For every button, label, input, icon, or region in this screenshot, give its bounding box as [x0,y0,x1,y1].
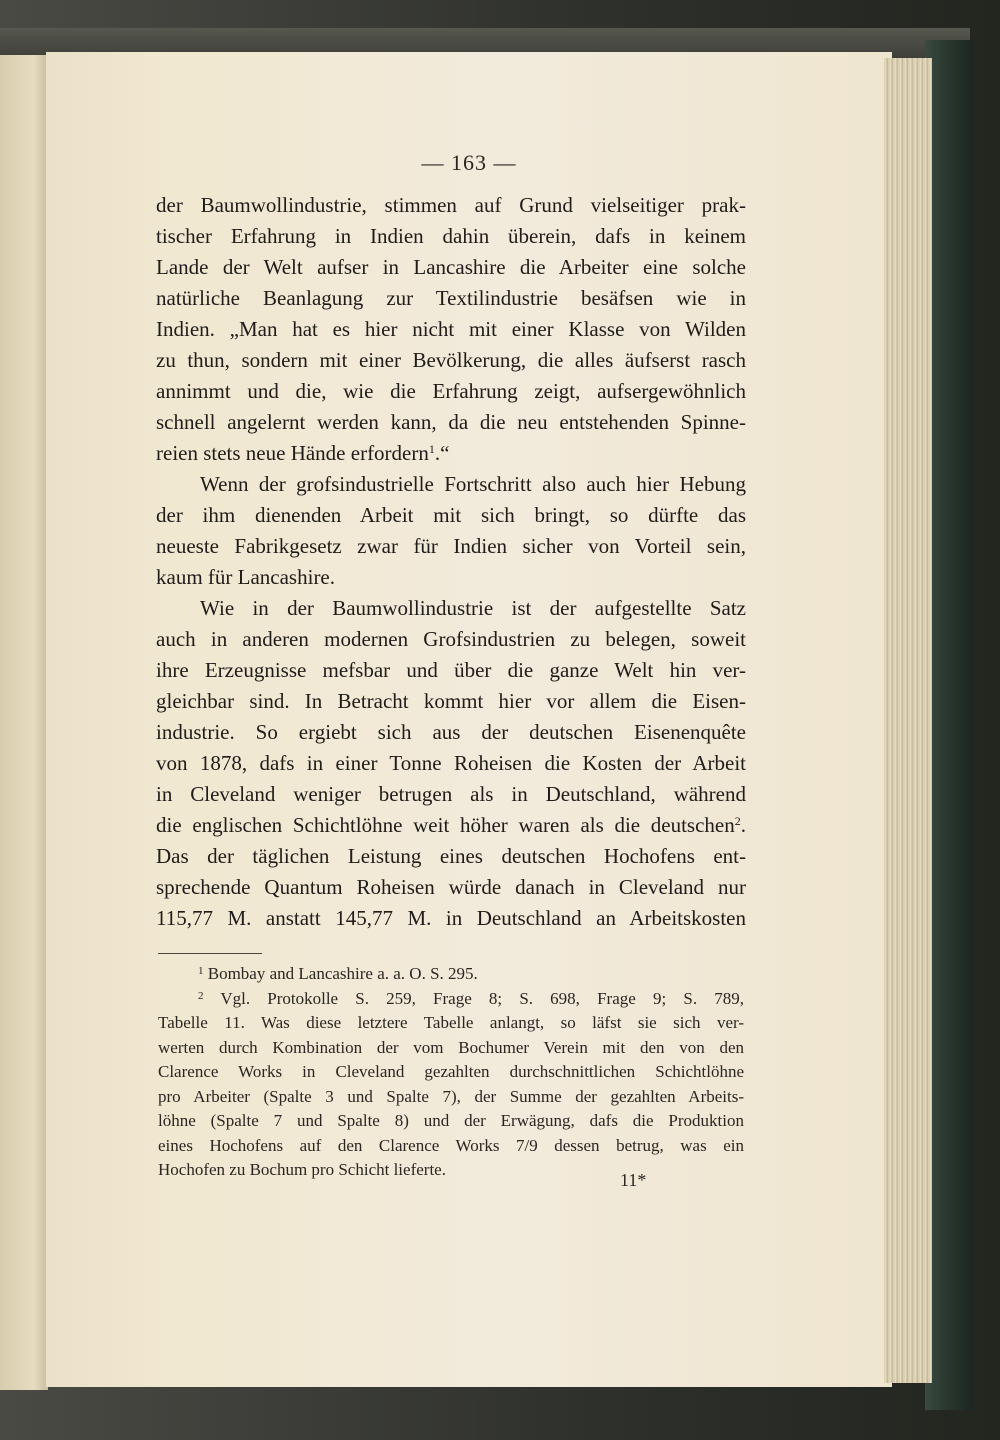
footnote-line: löhne (Spalte 7 und Spalte 8) und der Erwägung, dafs die Produktion [158,1111,744,1130]
body-line: auch in anderen modernen Grofsindustrien zu belegen, soweit [156,627,746,651]
body-line: ihre Erzeugnisse mefsbar und über die ganze Welt hin ver- [156,658,746,682]
book-cover-right-edge [925,40,973,1410]
footnote-line: $^2$ Vgl. Protokolle S. 259, Frage 8; S. 698, Frage 9; S. 789, [198,988,744,1008]
footnote-line: Clarence Works in Cleveland gezahlten durchschnittlichen Schichtlöhne [158,1062,744,1081]
footnote-mark: 2 [198,989,204,1002]
body-line: 115,77 M. anstatt 145,77 M. in Deutschland an Arbeitskosten [156,906,746,930]
footnote-line: eines Hochofens auf den Clarence Works 7/9 dessen betrug, was ein [158,1135,744,1155]
body-line: kaum für Lancashire. [156,565,336,589]
body-line: reien stets neue Hände erfordern$^1$.“ [156,441,450,465]
body-line: neueste Fabrikgesetz zwar für Indien sicher von Vorteil sein, [156,534,746,558]
body-line: schnell angelernt werden kann, da die neu entstehenden Spinne- [156,410,746,434]
footnote-line: werten durch Kombination der vom Bochumer Verein mit den von den [158,1037,744,1057]
footnote-line: $^1$ Bombay and Lancashire a. a. O. S. 295. [198,964,478,983]
footnote-divider [158,953,262,954]
body-line: in Cleveland weniger betrugen als in Deutschland, während [156,782,746,806]
footnotes [158,962,744,1183]
footnote-ref: 1 [428,442,435,456]
body-line: die englischen Schichtlöhne weit höher waren als die deutschen$^2$. [156,813,746,837]
footnote-mark: 1 [198,965,204,977]
body-line: zu thun, sondern mit einer Bevölkerung, die alles äufserst rasch [156,348,746,372]
footnote-line: Tabelle 11. Was diese letztere Tabelle anlangt, so läfst sie sich ver- [158,1013,744,1032]
body-line: Indien. „Man hat es hier nicht mit einer Klasse von Wilden [156,317,746,341]
footnote-ref: 2 [734,814,741,828]
body-text [156,190,746,934]
body-line: von 1878, dafs in einer Tonne Roheisen die Kosten der Arbeit [156,751,746,775]
footnote-line: Hochofen zu Bochum pro Schicht lieferte. [158,1160,446,1179]
body-line: sprechende Quantum Roheisen würde danach in Cleveland nur [156,875,746,899]
page-stack-edge [884,58,932,1383]
body-line: der Baumwollindustrie, stimmen auf Grund vielseitiger prak- [156,193,746,217]
facing-page-edge [0,55,48,1390]
body-line: tischer Erfahrung in Indien dahin überein, dafs in keinem [156,224,746,248]
body-line: natürliche Beanlagung zur Textilindustrie besäfsen wie in [156,286,746,310]
body-line: Wie in der Baumwollindustrie ist der aufgestellte Satz [200,596,746,620]
body-line: Wenn der grofsindustrielle Fortschritt also auch hier Hebung [200,472,746,496]
body-line: Das der täglichen Leistung eines deutschen Hochofens ent- [156,844,746,868]
page-header: — 163 — [421,150,517,175]
body-line: annimmt und die, wie die Erfahrung zeigt, aufsergewöhnlich [156,379,746,403]
body-line: Lande der Welt aufser in Lancashire die Arbeiter eine solche [156,255,746,279]
body-line: gleichbar sind. In Betracht kommt hier vor allem die Eisen- [156,689,746,713]
signature-mark: 11* [620,1170,647,1190]
body-line: industrie. So ergiebt sich aus der deutschen Eisenenquête [156,720,746,744]
footnote-line: pro Arbeiter (Spalte 3 und Spalte 7), der Summe der gezahlten Arbeits- [158,1086,744,1106]
body-line: der ihm dienenden Arbeit mit sich bringt, so dürfte das [156,503,746,527]
